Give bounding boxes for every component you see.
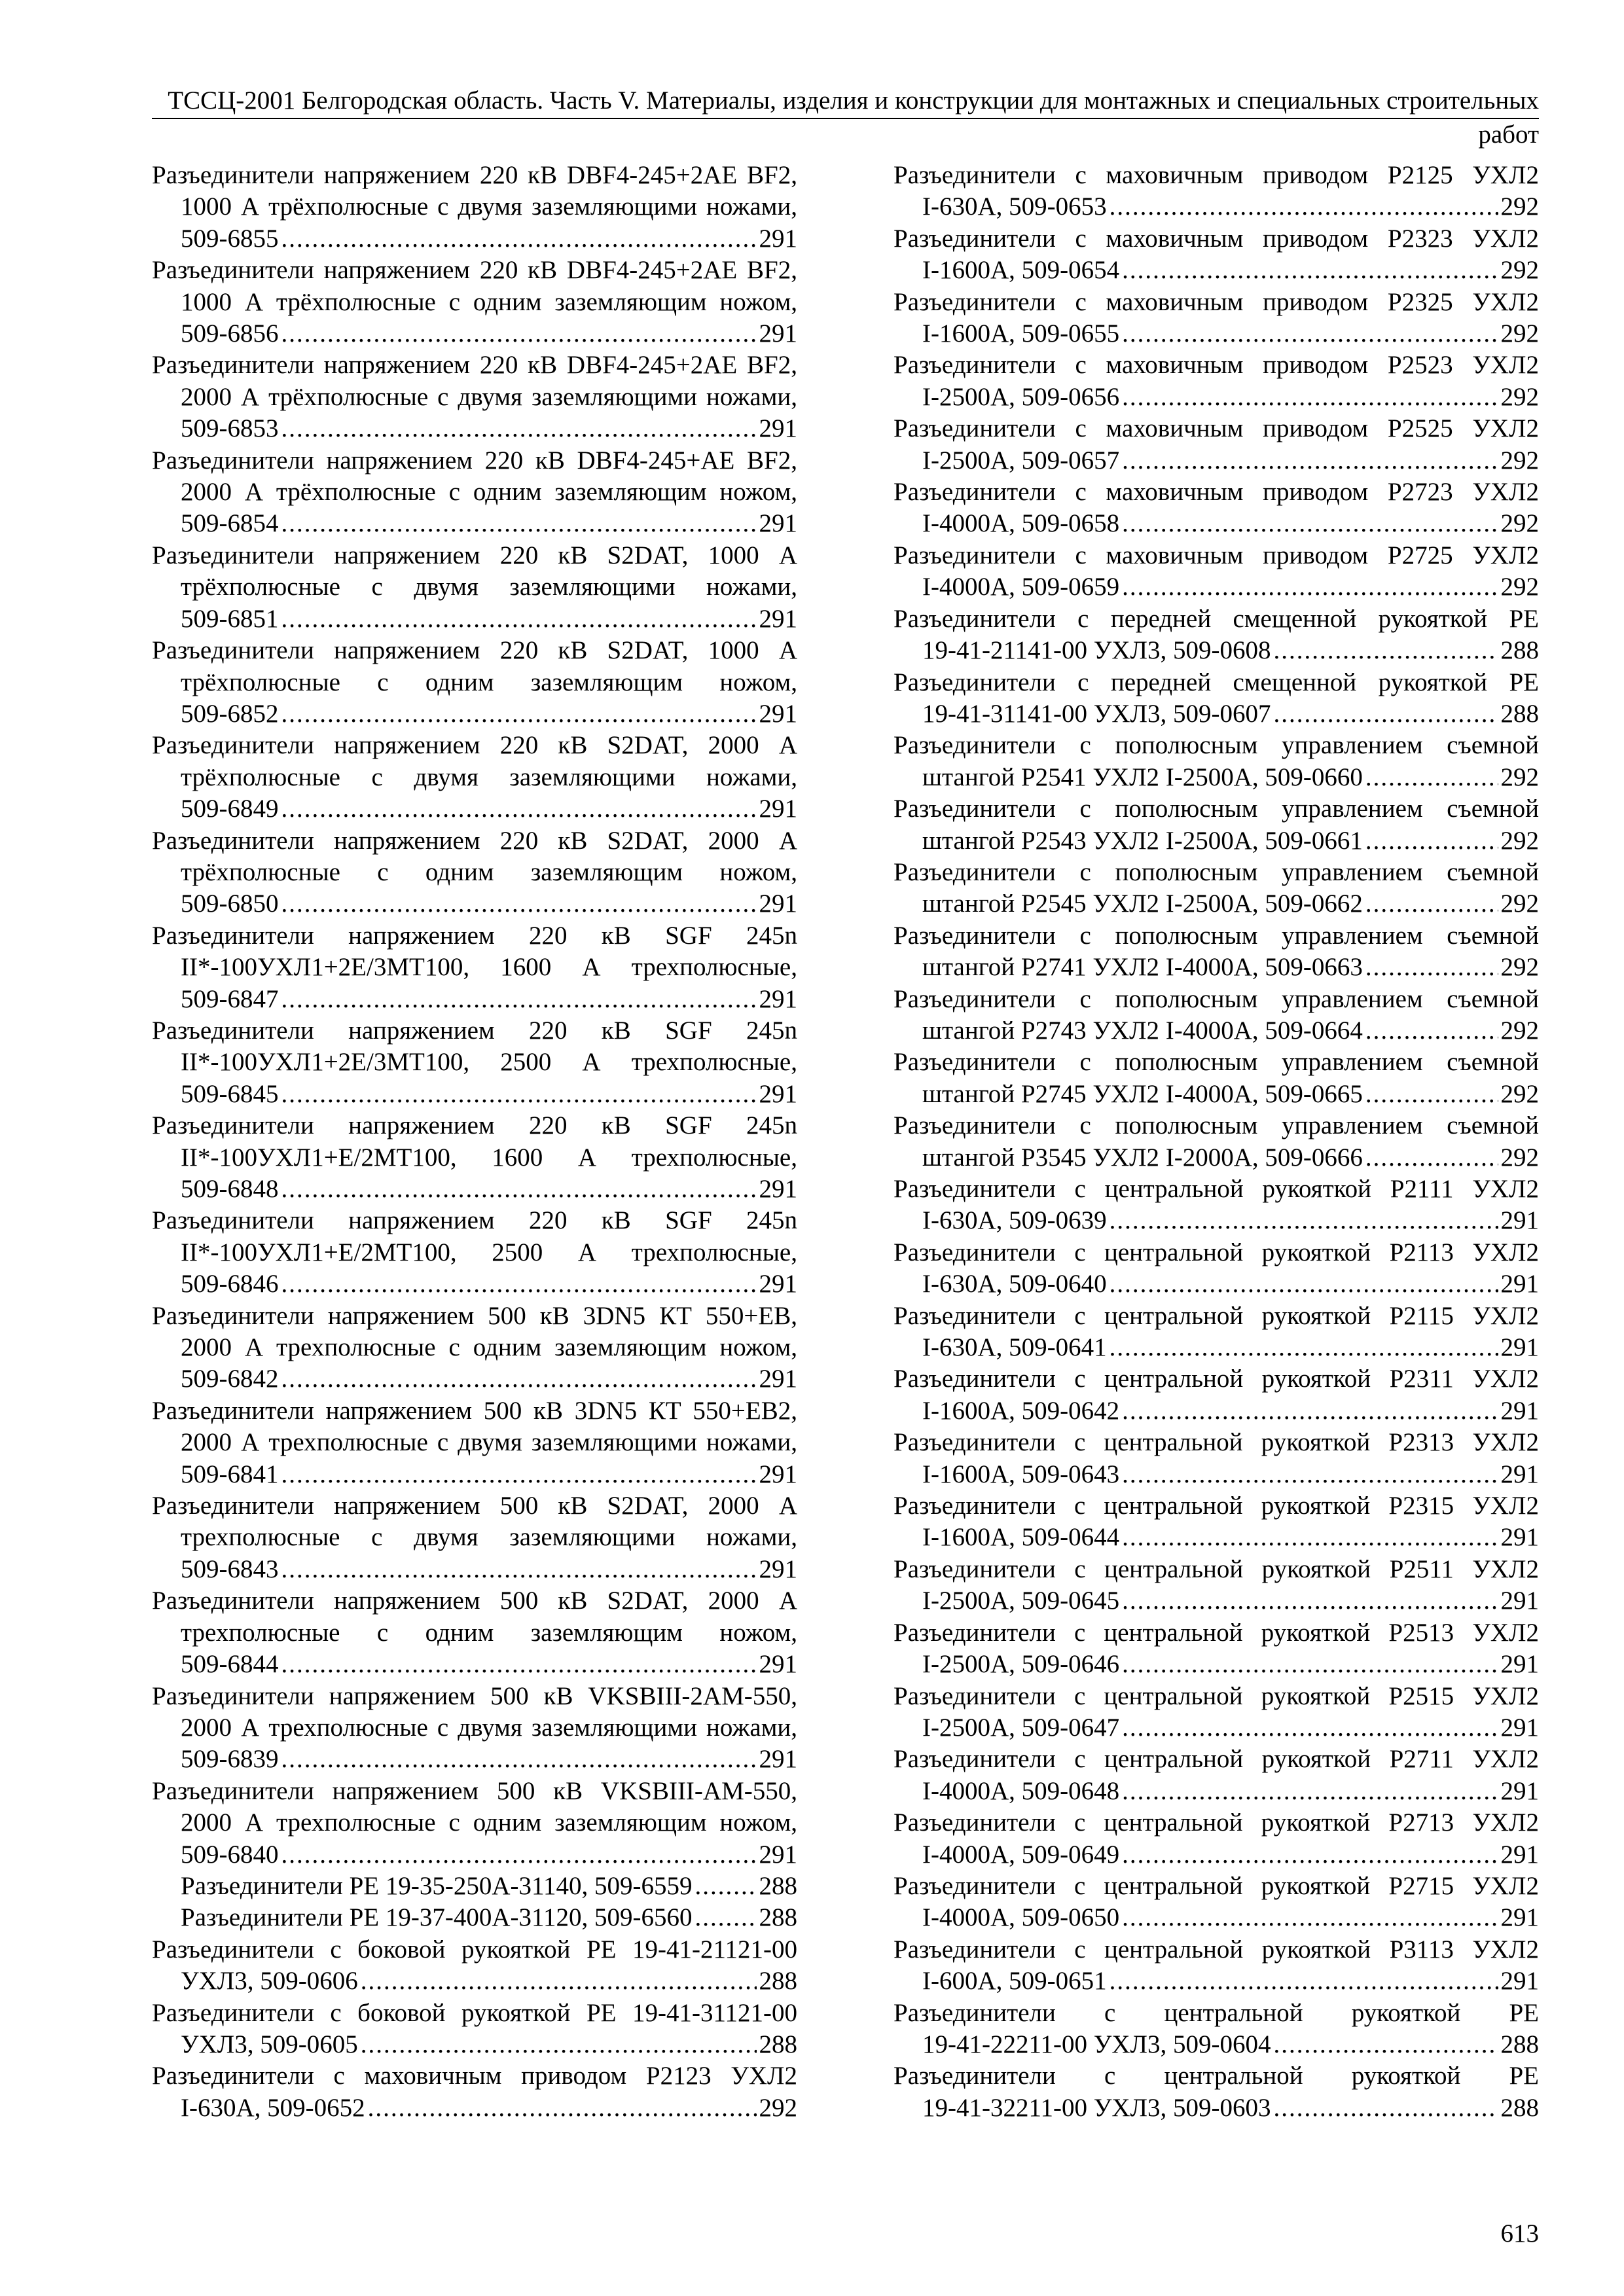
index-entry-wrapped-text: Разъединители напряжением 220 кВ DBF4-245+2АЕ BF2, 1000 А трёхполюсные с одним заземляющим ножом, xyxy=(152,256,797,316)
index-entry-wrapped-text: Разъединители с центральной рукояткой Р2511 УХЛ2 xyxy=(893,1554,1539,1583)
index-entry-page: 292 xyxy=(1500,192,1539,221)
index-entry xyxy=(893,413,1539,476)
index-entry xyxy=(152,1490,797,1585)
index-entry xyxy=(893,476,1539,540)
index-entry xyxy=(893,287,1539,350)
index-entry-page: 288 xyxy=(759,1871,797,1900)
index-entry-text: I-1600А, 509-0655 xyxy=(922,319,1120,348)
index-entry-page: 292 xyxy=(1500,509,1539,538)
index-entry-text: 509-6853 xyxy=(181,414,279,443)
dot-leader xyxy=(1365,952,1498,983)
index-entry xyxy=(152,1015,797,1110)
dot-leader xyxy=(1273,2029,1498,2060)
dot-leader xyxy=(281,888,757,920)
dot-leader xyxy=(1122,382,1498,413)
index-entry-page: 291 xyxy=(1500,1967,1539,1996)
index-entry-wrapped-text: Разъединители с пополюсным управлением съемной xyxy=(893,984,1539,1013)
dot-leader xyxy=(1110,1965,1498,1997)
dot-leader xyxy=(281,793,757,825)
index-entry-page: 291 xyxy=(759,1079,797,1108)
index-entry xyxy=(152,350,797,444)
index-entry-wrapped-text: Разъединители напряжением 220 кВ SGF 245n II*-100УХЛ1+2Е/3МТ100, 2500 А трехполюсные, xyxy=(152,1016,797,1077)
index-entry-text: 509-6839 xyxy=(181,1745,279,1774)
index-entry-wrapped-text: Разъединители с центральной рукояткой Р2111 УХЛ2 xyxy=(893,1175,1539,1203)
index-entry-wrapped-text: Разъединители с передней смещенной рукояткой РЕ xyxy=(893,668,1539,696)
index-entry-wrapped-text: Разъединители с центральной рукояткой Р2515 УХЛ2 xyxy=(893,1681,1539,1710)
index-entry xyxy=(893,1363,1539,1427)
dot-leader xyxy=(281,1554,757,1585)
index-entry-page: 288 xyxy=(1500,699,1539,728)
index-entry-page: 291 xyxy=(1500,1270,1539,1299)
index-entry-text: 19-41-21141-00 УХЛ3, 509-0608 xyxy=(922,636,1271,665)
index-entry-wrapped-text: Разъединители с маховичным приводом Р2723 УХЛ2 xyxy=(893,478,1539,507)
index-entry-text: 509-6856 xyxy=(181,319,279,348)
index-entry-text: I-2500А, 509-0646 xyxy=(922,1650,1120,1679)
index-entry-wrapped-text: Разъединители с центральной рукояткой Р2313 УХЛ2 xyxy=(893,1428,1539,1457)
index-entry-text: штангой Р2745 УХЛ2 I-4000А, 509-0665 xyxy=(922,1079,1363,1108)
index-entry-wrapped-text: Разъединители с маховичным приводом Р2325 УХЛ2 xyxy=(893,287,1539,316)
index-entry-wrapped-text: Разъединители с центральной рукояткой Р2513 УХЛ2 xyxy=(893,1618,1539,1647)
index-entry-wrapped-text: Разъединители напряжением 500 кВ VKSBIII-2AM-550, 2000 А трехполюсные с двумя заземляющими ножами, xyxy=(152,1681,797,1742)
index-entry-wrapped-text: Разъединители напряжением 500 кВ VKSBIII-AM-550, 2000 А трехполюсные с одним заземляющим ножом, xyxy=(152,1776,797,1837)
index-entry-text: 509-6852 xyxy=(181,699,279,728)
dot-leader xyxy=(281,984,757,1015)
dot-leader xyxy=(1122,1459,1498,1490)
index-entry-page: 291 xyxy=(1500,1840,1539,1869)
dot-leader xyxy=(1110,1332,1498,1363)
index-entry-page: 291 xyxy=(1500,1206,1539,1235)
index-entry-page: 291 xyxy=(1500,1587,1539,1615)
dot-leader xyxy=(281,1744,757,1775)
index-entry xyxy=(893,1554,1539,1617)
index-entry xyxy=(893,1871,1539,1934)
index-entry-page: 291 xyxy=(1500,1396,1539,1425)
index-entry-text: I-600А, 509-0651 xyxy=(922,1967,1107,1996)
index-entry-wrapped-text: Разъединители напряжением 220 кВ S2DAT, 1000 А трёхполюсные с одним заземляющим ножом, xyxy=(152,636,797,696)
index-entry-text: штангой Р3545 УХЛ2 I-2000А, 509-0666 xyxy=(922,1143,1363,1172)
index-entry xyxy=(893,857,1539,920)
index-entry-page: 292 xyxy=(1500,256,1539,285)
index-column-left xyxy=(152,160,797,2124)
index-entry xyxy=(893,603,1539,667)
index-entry xyxy=(893,920,1539,984)
index-entry-page: 291 xyxy=(1500,1903,1539,1932)
index-entry xyxy=(893,984,1539,1047)
index-entry-wrapped-text: Разъединители напряжением 220 кВ DBF4-245+АЕ BF2, 2000 А трёхполюсные с одним заземляющим ножом, xyxy=(152,446,797,507)
index-entry xyxy=(152,1110,797,1205)
index-entry xyxy=(893,1427,1539,1490)
dot-leader xyxy=(1365,1142,1498,1174)
index-entry-text: 509-6845 xyxy=(181,1079,279,1108)
index-entry xyxy=(152,635,797,730)
index-entry-text: I-630А, 509-0639 xyxy=(922,1206,1107,1235)
index-entry-text: I-630А, 509-0640 xyxy=(922,1270,1107,1299)
dot-leader xyxy=(1273,635,1498,666)
index-entry-wrapped-text: Разъединители напряжением 220 кВ DBF4-245+2АЕ BF2, 2000 А трёхполюсные с двумя заземляющими ножами, xyxy=(152,351,797,411)
dot-leader xyxy=(1365,825,1498,857)
index-entry xyxy=(152,1681,797,1776)
dot-leader xyxy=(1122,1522,1498,1553)
index-entry xyxy=(152,1395,797,1490)
index-entry-page: 292 xyxy=(1500,762,1539,791)
index-entry-page: 292 xyxy=(1500,319,1539,348)
index-column-right xyxy=(893,160,1539,2124)
index-entry xyxy=(152,540,797,635)
index-entry-wrapped-text: Разъединители напряжением 500 кВ S2DAT, 2000 А трехполюсные с двумя заземляющими ножами, xyxy=(152,1492,797,1552)
index-entry xyxy=(893,540,1539,603)
index-entry-wrapped-text: Разъединители с центральной рукояткой Р3113 УХЛ2 xyxy=(893,1935,1539,1964)
index-entry xyxy=(152,1934,797,1998)
index-entry-wrapped-text: Разъединители напряжением 220 кВ SGF 245n II*-100УХЛ1+Е/2МТ100, 2500 А трехполюсные, xyxy=(152,1206,797,1266)
index-entry-page: 291 xyxy=(1500,1713,1539,1742)
index-entry xyxy=(152,1300,797,1395)
index-entry-wrapped-text: Разъединители с центральной рукояткой Р2311 УХЛ2 xyxy=(893,1365,1539,1393)
dot-leader xyxy=(1122,508,1498,539)
dot-leader xyxy=(361,2029,757,2060)
index-entry-text: I-1600А, 509-0654 xyxy=(922,256,1120,285)
index-entry-text: штангой Р2541 УХЛ2 I-2500А, 509-0660 xyxy=(922,762,1363,791)
index-entry-wrapped-text: Разъединители с центральной рукояткой Р2315 УХЛ2 xyxy=(893,1492,1539,1520)
dot-leader xyxy=(281,698,757,730)
dot-leader xyxy=(281,1839,757,1871)
index-entry-wrapped-text: Разъединители напряжением 500 кВ S2DAT, 2000 А трехполюсные с одним заземляющим ножом, xyxy=(152,1587,797,1647)
header-divider xyxy=(152,118,1539,119)
index-entry-wrapped-text: Разъединители напряжением 500 кВ 3DN5 КТ 550+ЕВ2, 2000 А трехполюсные с двумя заземляющими ножами, xyxy=(152,1396,797,1457)
index-entry xyxy=(893,1110,1539,1174)
index-entry-text: 509-6855 xyxy=(181,224,279,253)
index-entry-text: 509-6848 xyxy=(181,1175,279,1203)
index-entry-page: 291 xyxy=(1500,1650,1539,1679)
index-entry-text: 509-6846 xyxy=(181,1270,279,1299)
dot-leader xyxy=(281,508,757,539)
index-entry-page: 291 xyxy=(759,1365,797,1393)
index-entry-page: 292 xyxy=(759,2093,797,2122)
index-entry-text: I-1600А, 509-0644 xyxy=(922,1523,1120,1552)
index-entry-text: Разъединители РЕ 19-37-400А-31120, 509-6560 xyxy=(181,1903,693,1932)
index-entry-page: 291 xyxy=(759,795,797,823)
index-entry-page: 291 xyxy=(759,1270,797,1299)
index-entry-wrapped-text: Разъединители с центральной рукояткой Р2115 УХЛ2 xyxy=(893,1301,1539,1330)
index-entry-page: 292 xyxy=(1500,446,1539,475)
index-entry-wrapped-text: Разъединители с центральной рукояткой РЕ xyxy=(893,1998,1539,2027)
index-entry-text: 509-6841 xyxy=(181,1460,279,1488)
page-number: 613 xyxy=(1500,2219,1539,2248)
index-entry-wrapped-text: Разъединители с передней смещенной рукояткой РЕ xyxy=(893,604,1539,633)
index-entry-text: I-2500А, 509-0657 xyxy=(922,446,1120,475)
index-entry xyxy=(893,1490,1539,1554)
index-entry xyxy=(893,1998,1539,2061)
index-entry xyxy=(152,1585,797,1680)
index-entry-page: 291 xyxy=(1500,1333,1539,1362)
index-entry xyxy=(152,1871,797,1902)
index-entry-page: 292 xyxy=(1500,573,1539,601)
dot-leader xyxy=(1110,1205,1498,1236)
index-entry-page: 288 xyxy=(1500,2030,1539,2058)
index-entry-wrapped-text: Разъединители с пополюсным управлением съемной xyxy=(893,1111,1539,1140)
dot-leader xyxy=(1122,1776,1498,1807)
index-entry-text: 509-6847 xyxy=(181,984,279,1013)
index-entry-page: 292 xyxy=(1500,1079,1539,1108)
index-entry-page: 292 xyxy=(1500,889,1539,918)
index-entry-wrapped-text: Разъединители напряжением 220 кВ SGF 245n II*-100УХЛ1+2Е/3МТ100, 1600 А трехполюсные, xyxy=(152,921,797,982)
index-entry xyxy=(893,350,1539,413)
dot-leader xyxy=(1122,445,1498,476)
dot-leader xyxy=(1122,1712,1498,1744)
index-entry-wrapped-text: Разъединители напряжением 220 кВ S2DAT, 2000 А трёхполюсные с одним заземляющим ножом, xyxy=(152,826,797,886)
index-entry-page: 291 xyxy=(759,1840,797,1869)
dot-leader xyxy=(695,1871,757,1902)
index-entry-text: УХЛ3, 509-0606 xyxy=(181,1967,358,1996)
dot-leader xyxy=(281,1079,757,1110)
index-entry-text: I-4000А, 509-0648 xyxy=(922,1776,1120,1805)
index-entry xyxy=(893,1934,1539,1998)
dot-leader xyxy=(1122,571,1498,603)
index-entry-wrapped-text: Разъединители с маховичным приводом Р2523 УХЛ2 xyxy=(893,351,1539,380)
index-entry-page: 292 xyxy=(1500,953,1539,982)
index-entry-text: УХЛ3, 509-0605 xyxy=(181,2030,358,2058)
index-entry-wrapped-text: Разъединители с центральной рукояткой Р2711 УХЛ2 xyxy=(893,1745,1539,1774)
index-entry xyxy=(893,2060,1539,2124)
index-entry-page: 291 xyxy=(759,699,797,728)
index-entry xyxy=(152,2060,797,2124)
index-entry-page: 288 xyxy=(1500,2093,1539,2122)
index-entry xyxy=(152,1998,797,2061)
index-entry-page: 288 xyxy=(759,2030,797,2058)
index-entry-wrapped-text: Разъединители с центральной рукояткой Р2715 УХЛ2 xyxy=(893,1871,1539,1900)
index-entry xyxy=(152,730,797,825)
index-entry-page: 288 xyxy=(759,1967,797,1996)
index-entry-page: 291 xyxy=(759,224,797,253)
index-entry-page: 291 xyxy=(759,889,797,918)
index-entry xyxy=(893,1744,1539,1807)
index-entry-wrapped-text: Разъединители с центральной рукояткой Р2113 УХЛ2 xyxy=(893,1238,1539,1266)
index-entry-page: 292 xyxy=(1500,1016,1539,1045)
dot-leader xyxy=(1122,255,1498,286)
index-entry xyxy=(152,1902,797,1933)
index-entry xyxy=(152,920,797,1015)
index-entry-text: I-2500А, 509-0656 xyxy=(922,382,1120,411)
index-entry-page: 292 xyxy=(1500,1143,1539,1172)
index-entry-text: 509-6840 xyxy=(181,1840,279,1869)
index-entry xyxy=(893,1617,1539,1681)
index-entry xyxy=(152,1776,797,1871)
dot-leader xyxy=(281,1649,757,1680)
index-entry-text: I-630А, 509-0652 xyxy=(181,2093,365,2122)
index-entry-wrapped-text: Разъединители напряжением 220 кВ S2DAT, 2000 А трёхполюсные с двумя заземляющими ножами, xyxy=(152,731,797,791)
dot-leader xyxy=(361,1965,757,1997)
index-entry xyxy=(152,255,797,350)
index-entry-page: 291 xyxy=(759,1650,797,1679)
index-entry-page: 288 xyxy=(759,1903,797,1932)
index-entry xyxy=(893,160,1539,223)
index-entry xyxy=(893,1237,1539,1300)
index-entry xyxy=(893,667,1539,730)
index-entry xyxy=(893,1807,1539,1871)
index-entry-page: 291 xyxy=(1500,1523,1539,1552)
index-entry-page: 292 xyxy=(1500,382,1539,411)
index-entry-page: 292 xyxy=(1500,826,1539,855)
index-entry-wrapped-text: Разъединители с маховичным приводом Р2125 УХЛ2 xyxy=(893,161,1539,189)
index-entry xyxy=(893,1174,1539,1237)
index-entry-text: I-2500А, 509-0647 xyxy=(922,1713,1120,1742)
index-entry xyxy=(893,1047,1539,1110)
dot-leader xyxy=(281,223,757,255)
dot-leader xyxy=(695,1902,757,1933)
index-entry-wrapped-text: Разъединители с маховичным приводом Р2323 УХЛ2 xyxy=(893,224,1539,253)
index-entry-wrapped-text: Разъединители с пополюсным управлением съемной xyxy=(893,1048,1539,1077)
index-entry-wrapped-text: Разъединители напряжением 500 кВ 3DN5 КТ 550+ЕВ, 2000 А трехполюсные с одним заземляющим ножом, xyxy=(152,1301,797,1362)
dot-leader xyxy=(281,1363,757,1395)
dot-leader xyxy=(281,1174,757,1205)
index-entry xyxy=(893,1681,1539,1744)
dot-leader xyxy=(1122,1839,1498,1871)
index-entry-wrapped-text: Разъединители с пополюсным управлением съемной xyxy=(893,921,1539,950)
index-entry-page: 291 xyxy=(759,509,797,538)
index-entry-wrapped-text: Разъединители с маховичным приводом Р2525 УХЛ2 xyxy=(893,414,1539,443)
dot-leader xyxy=(1365,1015,1498,1047)
index-entry-text: I-4000А, 509-0650 xyxy=(922,1903,1120,1932)
index-entry-text: штангой Р2543 УХЛ2 I-2500А, 509-0661 xyxy=(922,826,1363,855)
index-entry-text: 509-6842 xyxy=(181,1365,279,1393)
index-entry-wrapped-text: Разъединители с маховичным приводом Р2123 УХЛ2 xyxy=(152,2062,797,2090)
index-entry-wrapped-text: Разъединители напряжением 220 кВ S2DAT, 1000 А трёхполюсные с двумя заземляющими ножами, xyxy=(152,541,797,601)
index-entry-text: Разъединители РЕ 19-35-250А-31140, 509-6559 xyxy=(181,1871,693,1900)
index-entry-page: 291 xyxy=(759,319,797,348)
dot-leader xyxy=(1122,318,1498,350)
index-entry xyxy=(893,793,1539,857)
index-entry-text: I-1600А, 509-0643 xyxy=(922,1460,1120,1488)
index-entry-text: штангой Р2743 УХЛ2 I-4000А, 509-0664 xyxy=(922,1016,1363,1045)
index-entry-text: I-4000А, 509-0649 xyxy=(922,1840,1120,1869)
index-entry xyxy=(893,1300,1539,1364)
dot-leader xyxy=(1273,2092,1498,2124)
dot-leader xyxy=(1122,1395,1498,1427)
index-entry-page: 291 xyxy=(759,414,797,443)
index-entry-text: I-4000А, 509-0659 xyxy=(922,573,1120,601)
index-entry-text: I-630А, 509-0653 xyxy=(922,192,1107,221)
index-entry-text: штангой Р2741 УХЛ2 I-4000А, 509-0663 xyxy=(922,953,1363,982)
dot-leader xyxy=(1273,698,1498,730)
index-entry-text: 509-6849 xyxy=(181,795,279,823)
dot-leader xyxy=(1365,762,1498,793)
dot-leader xyxy=(1365,888,1498,920)
index-entry xyxy=(893,223,1539,287)
index-entry-wrapped-text: Разъединители напряжением 220 кВ DBF4-245+2АЕ BF2, 1000 А трёхполюсные с двумя заземляющими ножами, xyxy=(152,161,797,221)
index-entry-text: 19-41-22211-00 УХЛ3, 509-0604 xyxy=(922,2030,1271,2058)
index-entry-wrapped-text: Разъединители с пополюсным управлением съемной xyxy=(893,857,1539,886)
index-entry-text: 509-6851 xyxy=(181,604,279,633)
index-entry-wrapped-text: Разъединители с центральной рукояткой РЕ xyxy=(893,2062,1539,2090)
index-entry xyxy=(152,825,797,920)
dot-leader xyxy=(281,318,757,350)
index-entry-page: 291 xyxy=(759,984,797,1013)
index-entry-text: штангой Р2545 УХЛ2 I-2500А, 509-0662 xyxy=(922,889,1363,918)
index-entry-wrapped-text: Разъединители с центральной рукояткой Р2713 УХЛ2 xyxy=(893,1808,1539,1837)
dot-leader xyxy=(1122,1585,1498,1617)
index-entry xyxy=(152,160,797,255)
index-entry-wrapped-text: Разъединители напряжением 220 кВ SGF 245n II*-100УХЛ1+Е/2МТ100, 1600 А трехполюсные, xyxy=(152,1111,797,1172)
index-entry-page: 291 xyxy=(1500,1776,1539,1805)
dot-leader xyxy=(1122,1649,1498,1680)
index-entry xyxy=(152,1205,797,1300)
index-entry-page: 291 xyxy=(759,604,797,633)
index-entry-text: I-630А, 509-0641 xyxy=(922,1333,1107,1362)
index-entry-text: I-4000А, 509-0658 xyxy=(922,509,1120,538)
index-entry-page: 291 xyxy=(759,1175,797,1203)
index-entry-page: 291 xyxy=(759,1460,797,1488)
dot-leader xyxy=(281,1268,757,1300)
dot-leader xyxy=(368,2092,757,2124)
index-entry-wrapped-text: Разъединители с боковой рукояткой РЕ 19-41-21121-00 xyxy=(152,1935,797,1964)
index-entry-text: 509-6854 xyxy=(181,509,279,538)
index-entry-text: 19-41-32211-00 УХЛ3, 509-0603 xyxy=(922,2093,1271,2122)
index-entry-text: 509-6850 xyxy=(181,889,279,918)
index-entry-text: I-2500А, 509-0645 xyxy=(922,1587,1120,1615)
dot-leader xyxy=(1122,1902,1498,1933)
dot-leader xyxy=(281,413,757,444)
dot-leader xyxy=(1365,1079,1498,1110)
index-entry-page: 291 xyxy=(759,1745,797,1774)
index-entry-wrapped-text: Разъединители с пополюсным управлением съемной xyxy=(893,795,1539,823)
dot-leader xyxy=(1110,1268,1498,1300)
index-entry-page: 291 xyxy=(759,1554,797,1583)
index-entry-wrapped-text: Разъединители с боковой рукояткой РЕ 19-41-31121-00 xyxy=(152,1998,797,2027)
index-entry-page: 291 xyxy=(1500,1460,1539,1488)
index-entry-text: I-1600А, 509-0642 xyxy=(922,1396,1120,1425)
index-entry-text: 509-6843 xyxy=(181,1554,279,1583)
index-entry-text: 19-41-31141-00 УХЛ3, 509-0607 xyxy=(922,699,1271,728)
index-entry xyxy=(893,730,1539,793)
dot-leader xyxy=(281,1459,757,1490)
index-entry-page: 288 xyxy=(1500,636,1539,665)
dot-leader xyxy=(281,603,757,635)
index-entry-wrapped-text: Разъединители с пополюсным управлением съемной xyxy=(893,731,1539,760)
index-entry xyxy=(152,445,797,540)
dot-leader xyxy=(1110,191,1498,223)
index-entry-wrapped-text: Разъединители с маховичным приводом Р2725 УХЛ2 xyxy=(893,541,1539,569)
index-entry-text: 509-6844 xyxy=(181,1650,279,1679)
running-header: ТССЦ-2001 Белгородская область. Часть V. Материалы, изделия и конструкции для монтажных и специальных строительных работ xyxy=(168,86,1539,149)
